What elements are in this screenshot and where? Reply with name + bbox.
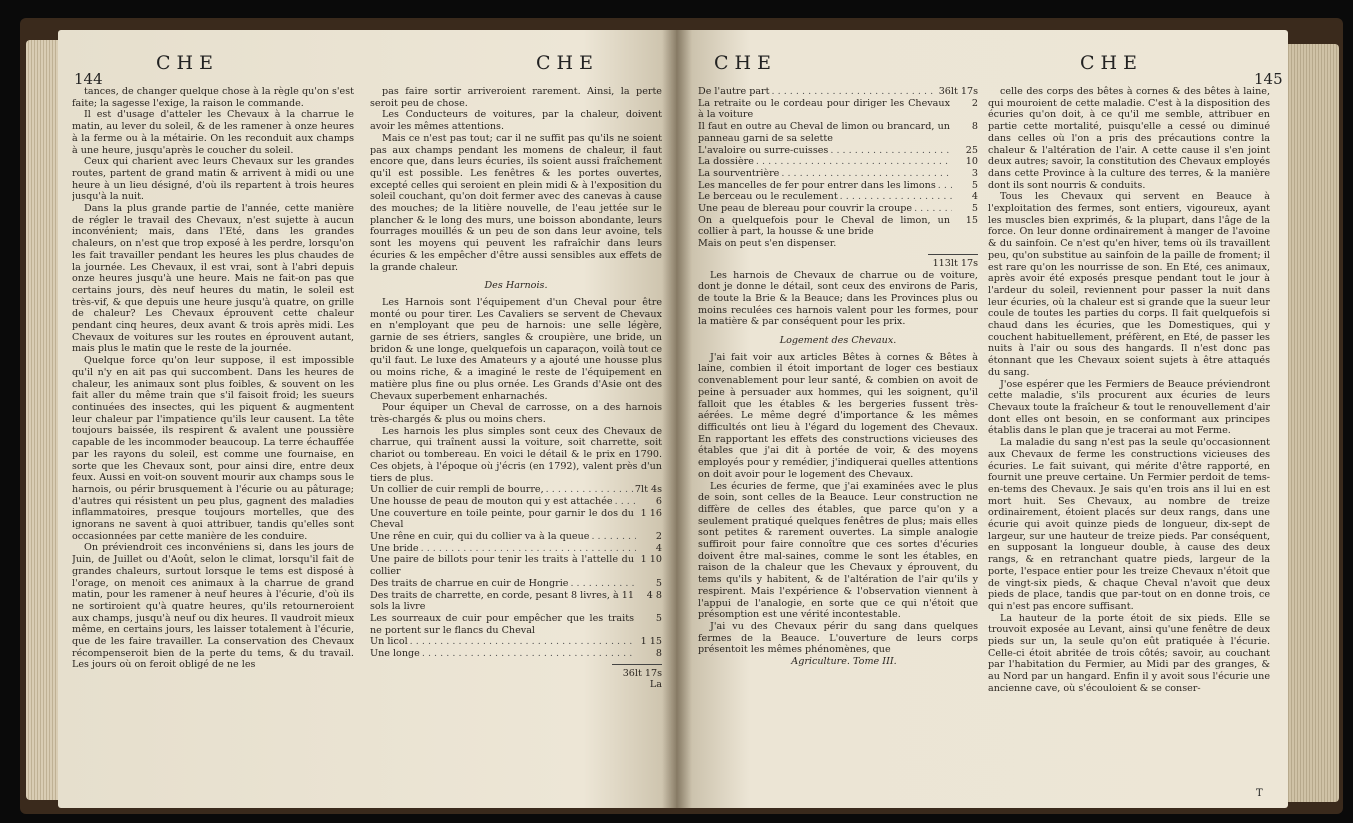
item-label: Des traits de charrette, en corde, pesant 8 livres, à 11 sols la livre (370, 589, 634, 613)
section-title: Logement des Chevaux. (779, 335, 897, 347)
page-number: 144 (74, 70, 103, 88)
paragraph: Les Harnois sont l'équipement d'un Cheval pour être monté ou pour tirer. Les Cavaliers se servent de Chevaux en n'employant que peu de harnois: une selle légère, garnie de ses étriers, sangles & croupière, une bride, un bridon & une longe, quelquefois un caparaçon, voilà tout ce qu'il faut. Le luxe des Amateurs y a ajouté une housse plus ou moins riche, & a imaginé le reste de l'équipement en matière plus fine ou plus ornée. Les Grands d'Asie ont des Chevaux superbement enharnachés. (370, 296, 662, 402)
running-head-left: CHE (714, 52, 777, 74)
right-column-2 (988, 86, 1270, 796)
right-page (676, 30, 1288, 808)
item-price: 5 (655, 612, 662, 624)
item-price: 25 (965, 144, 978, 156)
item-price: 5 (655, 577, 662, 589)
price-row (370, 554, 662, 577)
item-label: Une couverture en toile peinte, pour garnir le dos du Cheval (370, 507, 634, 531)
item-price: 8 (971, 121, 978, 133)
item-price (954, 238, 978, 250)
item-label: La dossière (698, 156, 754, 168)
right-column-1 (698, 86, 978, 806)
paragraph: celle des corps des bêtes à cornes & des bêtes à laine, qui mouroient de cette maladie. C'est à la disposition des écuries qu'on doit, à ce qu'il me semble, attribuer en partie cette mortalité, puisqu'elle a cessé ou diminué dans celles où l'on a pris des précautions contre la chaleur & l'altération de l'air. A cette cause il s'en joint deux autres; savoir, la constitution des Chevaux employés dans cette Province à la culture des terres, & la manière dont ils sont nourris & conduits. (988, 86, 1270, 191)
footer: Agriculture. Tome III. (791, 656, 897, 668)
catchword: La (649, 679, 662, 691)
price-row (698, 156, 978, 168)
price-row (698, 98, 978, 121)
item-price: 1 15 (640, 636, 662, 648)
item-label: Une longe (370, 648, 420, 660)
item-label: Une rêne en cuir, qui du collier va à la queue (370, 531, 590, 543)
harness-price-list-continued (698, 86, 978, 250)
signature-mark: T (1256, 788, 1263, 799)
price-row (698, 86, 978, 98)
item-price: 15 (965, 214, 978, 226)
price-row (370, 590, 662, 613)
price-row (370, 648, 662, 660)
item-price: 36lt 17s (938, 86, 978, 97)
page-number: 145 (1254, 70, 1283, 88)
price-row (370, 578, 662, 590)
item-label: Les sourreaux de cuir pour empêcher que les traits ne portent sur le flancs du Cheval (370, 612, 634, 636)
price-row (698, 168, 978, 180)
price-row (698, 238, 978, 250)
paragraph: J'ai vu des Chevaux périr du sang dans quelques fermes de la Beauce. L'ouverture de leurs corps présentoit les mêmes phénomènes, que (698, 620, 978, 656)
item-price: 1 16 (640, 507, 662, 519)
item-price: 3 (971, 167, 978, 179)
item-price: 4 (655, 542, 662, 554)
right-page-edges (1283, 44, 1339, 802)
price-row (370, 508, 662, 531)
price-row (698, 203, 978, 215)
price-row (370, 543, 662, 555)
paragraph: J'ai fait voir aux articles Bêtes à cornes & Bêtes à laine, combien il étoit important de loger ces bestiaux convenablement pour leur santé, & combien on avoit de peine à persuader aux hommes, qui les soignent, qu'il falloit que les étables & les bergeries fussent très-aérées. Le même degré d'importance & les mêmes difficultés ont lieu à l'égard du logement des Chevaux. En rapportant les effets des constructions vicieuses des étables que j'ai dit à portée de voir, & des moyens employés pour y remédier, j'indiquerai quelles attentions on doit avoir pour le logement des Chevaux. (698, 351, 978, 480)
item-label: De l'autre part (698, 86, 770, 97)
item-label: Une housse de peau de mouton qui y est attachée (370, 495, 613, 507)
paragraph: J'ose espérer que les Fermiers de Beauce préviendront cette maladie, s'ils procurent aux écuries de leurs Chevaux toute la fraîcheur & tout le renouvellement d'air dont elles ont besoin, en se conformant aux principes établis dans le plan que je tracerai au mot Ferme. (988, 378, 1270, 437)
running-head: CHE (1080, 52, 1143, 74)
total: 113lt 17s (932, 257, 978, 269)
item-price: 10 (965, 156, 978, 168)
left-column-2 (370, 86, 662, 786)
paragraph: Mais ce n'est pas tout; car il ne suffit pas qu'ils ne soient pas aux champs pendant les momens de chaleur, il faut encore que, dans leurs écuries, ils soient aussi fraîchement qu'il est possible. Les fenêtres & les portes ouvertes, excepté celles qui seroient en plein midi & à l'exposition du soleil couchant, qu'on doit fermer avec des canevas à cause des mouches; de la litière nouvelle, de l'eau jettée sur le plancher & le long des murs, une boisson abondante, leurs fourrages mouillés & un peu de son dans leur avoine, tels sont les moyens qui peuvent les rafraîchir dans leurs écuries & les empêcher d'être aussi sensibles aux effets de la grande chaleur. (370, 132, 662, 273)
item-label: Un collier de cuir rempli de bourre, (370, 484, 544, 496)
item-label: Une paire de billots pour tenir les traits à l'attelle du collier (370, 554, 634, 578)
item-label: Le berceau ou le reculement (698, 191, 838, 203)
item-label: Il faut en outre au Cheval de limon ou brancard, un panneau garni de sa selette (698, 121, 950, 144)
item-price: 1 10 (640, 554, 662, 566)
subtotal: 36lt 17s (622, 667, 662, 679)
item-label: La sourventrière (698, 167, 780, 179)
paragraph: Tous les Chevaux qui servent en Beauce à l'exploitation des fermes, sont entiers, vigoureux, ayant les muscles bien exprimés, & la plupart, dans l'âge de la force. On leur donne ordinairement à manger de l'avoine & du sainfoin. Ce n'est qu'en hiver, tems où ils travaillent peu, qu'on substitue au sainfoin de la paille de froment; il est rare qu'on les nourrisse de son. En Eté, ces animaux, après avoir été exposés presque pendant tout le jour à l'ardeur du soleil, reviennent pour passer la nuit dans leur écuries, où la chaleur est si grande que la sueur leur coule de toutes les parties du corps. Il fait quelquefois si chaud dans les écuries, que les Domestiques, qui y couchent habituellement, préfèrent, en Eté, de passer les nuits à l'air ou sous des hangards. Il n'est donc pas étonnant que les Chevaux soient sujets à être attaqués du sang. (988, 191, 1270, 378)
paragraph: Quelque force qu'on leur suppose, il est impossible qu'il n'y en ait pas qui succombent. Dans les heures de chaleur, les animaux sont plus foibles, & souvent on les fait aller du même train que s'il faisoit froid; les sueurs continuées des insectes, qui les piquent & augmentent leur chaleur par l'impatience qu'ils leur causent. La tête toujours baissée, ils respirent & avalent une poussière capable de les incommoder beaucoup. La terre échauffée par les rayons du soleil, est comme une fournaise, en sorte que les Chevaux sont, pour ainsi dire, entre deux feux. Aussi en voit-on souvent mourir aux champs sous le harnois, ou périr brusquement à l'écurie ou au pâturage; d'autres qui résistent un peu plus, gagnent des maladies inflammatoires, presque toujours mortelles, que des ignorans ne savent à quoi attribuer, tandis qu'elles sont occasionnées par cette manière de les conduire. (72, 355, 354, 542)
item-label: Les mancelles de fer pour entrer dans les limons (698, 179, 936, 191)
item-price: 2 (971, 97, 978, 109)
running-head: CHE (156, 52, 219, 74)
item-price: 2 (655, 531, 662, 543)
price-row (370, 613, 662, 636)
left-column-1 (72, 86, 354, 786)
gutter (662, 30, 692, 808)
item-label: Une peau de blereau pour couvrir la croupe (698, 203, 913, 215)
item-label: L'avaloire ou surre-cuisses (698, 144, 829, 156)
item-price: 4 8 (646, 589, 662, 601)
price-row (370, 496, 662, 508)
paragraph: pas faire sortir arriveroient rarement. Ainsi, la perte seroit peu de chose. (370, 86, 662, 109)
paragraph: Dans la plus grande partie de l'année, cette manière de régler le travail des Chevaux, n'est sujette à aucun inconvénient; mais, dans l'Eté, dans les grandes chaleurs, on n'est que trop exposé à les perdre, lorsqu'on les fait travailler pendant les heures les plus chaudes de la journée. Les Chevaux, il est vrai, sont à l'abri depuis onze heures jusqu'à une heure. Mais ne fait-on pas que certains jours, dès neuf heures du matin, le soleil est très-vif, & que depuis une heure jusqu'à quatre, on grille de chaleur? Les Chevaux éprouvent cette chaleur pendant cinq heures, deux avant & trois après midi. Les Chevaux de voitures sur les routes en éprouvent autant, mais plus le matin que le reste de la journée. (72, 203, 354, 355)
item-price: 8 (655, 648, 662, 660)
paragraph: Les harnois les plus simples sont ceux des Chevaux de charrue, qui traînent aussi la voiture, soit charrette, soit chariot ou tombereau. En voici le détail & le prix en 1790. Ces objets, à l'époque où j'écris (en 1792), valent près d'un tiers de plus. (370, 425, 662, 484)
harness-price-list (370, 484, 662, 660)
item-price: 6 (655, 495, 662, 507)
paragraph: Ceux qui charient avec leurs Chevaux sur les grandes routes, partent de grand matin & arrivent à midi ou une heure à un lieu désigné, d'où ils repartent à trois heures jusqu'à la nuit. (72, 156, 354, 203)
item-label: On a quelquefois pour le Cheval de limon, un collier à part, la housse & une bride (698, 214, 950, 238)
item-price: 5 (971, 179, 978, 191)
item-label: Mais on peut s'en dispenser. (698, 238, 837, 250)
item-label: Une bride (370, 542, 419, 554)
price-row (698, 191, 978, 203)
section-title: Des Harnois. (484, 280, 548, 292)
paragraph: La hauteur de la porte étoit de six pieds. Elle se trouvoit exposée au Levant, ainsi qu'une fenêtre de deux pieds sur un, la seule qu'on eût pratiquée à l'écurie. Celle-ci étoit abritée de trois côtés; savoir, au couchant par l'habitation du Fermier, au Midi par des granges, & au Nord par un hangard. Enfin il y avoit sous l'écurie une ancienne cave, où s'écouloient & se conser- (988, 612, 1270, 694)
price-row (698, 121, 978, 144)
paragraph: On préviendroit ces inconvéniens si, dans les jours de Juin, de Juillet ou d'Août, selon le climat, lorsqu'il fait de grandes chaleurs, surtout lorsque le tems est disposé à l'orage, on menoit ces animaux à la charrue de grand matin, pour les ramener à neuf heures à l'écurie, d'où ils ne sortiroient qu'à quatre heures, qu'ils retourneroient aux champs, jusqu'à neuf ou dix heures. Il vaudroit mieux même, en certains jours, les laisser totalement à l'écurie, que de les faire travailler. La conservation des Chevaux récompenseroit bien de la perte du tems, & du travail. Les jours où on feroit obligé de ne les (72, 542, 354, 671)
paragraph: La maladie du sang n'est pas la seule qu'occasionnent aux Chevaux de ferme les constructions vicieuses des écuries. Le fait suivant, qui mérite d'être rapporté, en fournit une preuve certaine. Un Fermier perdoit de tems-en-tems des Chevaux. Je sais qu'en trois ans il lui en est mort huit. Ses Chevaux, au nombre de treize ordinairement, étoient placés sur deux rangs, dans une écurie qui avoit quinze pieds de longueur, dix-sept de largeur, sur une hauteur de treize pieds. Par conséquent, en supposant la longueur double, à cause des deux rangs, & en retranchant quatre pieds, largeur de la porte, l'espace entier pour les treize Chevaux n'étoit que de vingt-six pieds, & chaque Cheval n'avoit que deux pieds de place, tandis que par-tout on en donne trois, ce qui n'est pas encore suffisant. (988, 437, 1270, 612)
paragraph: Les Conducteurs de voitures, par la chaleur, doivent avoir les mêmes attentions. (370, 109, 662, 133)
item-label: Un licol (370, 636, 408, 648)
price-row (370, 531, 662, 543)
price-row (370, 636, 662, 648)
left-page (58, 30, 676, 808)
running-head-right: CHE (536, 52, 599, 74)
item-price: 4 (971, 191, 978, 203)
price-row (698, 180, 978, 192)
item-label: La retraite ou le cordeau pour diriger les Chevaux à la voiture (698, 97, 950, 121)
item-price: 7lt 4s (634, 484, 662, 496)
price-row (698, 145, 978, 157)
price-row (698, 215, 978, 238)
paragraph: Les harnois de Chevaux de charrue ou de voiture, dont je donne le détail, sont ceux des environs de Paris, de toute la Brie & la Beauce; dans les Provinces plus ou moins reculées ces harnois valent pour les formes, pour la matière & par conséquent pour les prix. (698, 269, 978, 328)
left-page-edges (26, 40, 62, 800)
item-price: 5 (971, 203, 978, 215)
price-row (370, 484, 662, 496)
paragraph: Pour équiper un Cheval de carrosse, on a des harnois très-chargés & plus ou moins chers. (370, 402, 662, 425)
paragraph: Il est d'usage d'atteler les Chevaux à la charrue le matin, au lever du soleil, & de les ramener à onze heures à la ferme ou à la métairie. On les reconduit aux champs à une heure, jusqu'après le coucher du soleil. (72, 109, 354, 156)
item-label: Des traits de charrue en cuir de Hongrie (370, 577, 569, 589)
paragraph: Les écuries de ferme, que j'ai examinées avec le plus de soin, sont celles de la Beauce. Leur construction ne diffère de celles des étables, que parce qu'on y a seulement pratiqué quelques fenêtres de plus; mais elles sont petites & rarement ouvertes. La simple analogie suffiroit pour faire connoître que ces sortes d'écuries doivent être mal-saines, comme le sont les étables, en raison de la chaleur que les Chevaux y éprouvent, du tems qu'ils y habitent, & de l'altération de l'air qu'ils y respirent. Mais l'expérience & l'observation viennent à l'appui de l'analogie, en sorte que ce qui n'étoit que présomption est une vérité incontestable. (698, 480, 978, 621)
paragraph: tances, de changer quelque chose à la règle qu'on s'est faite; la sagesse l'exige, la raison le commande. (72, 86, 354, 109)
